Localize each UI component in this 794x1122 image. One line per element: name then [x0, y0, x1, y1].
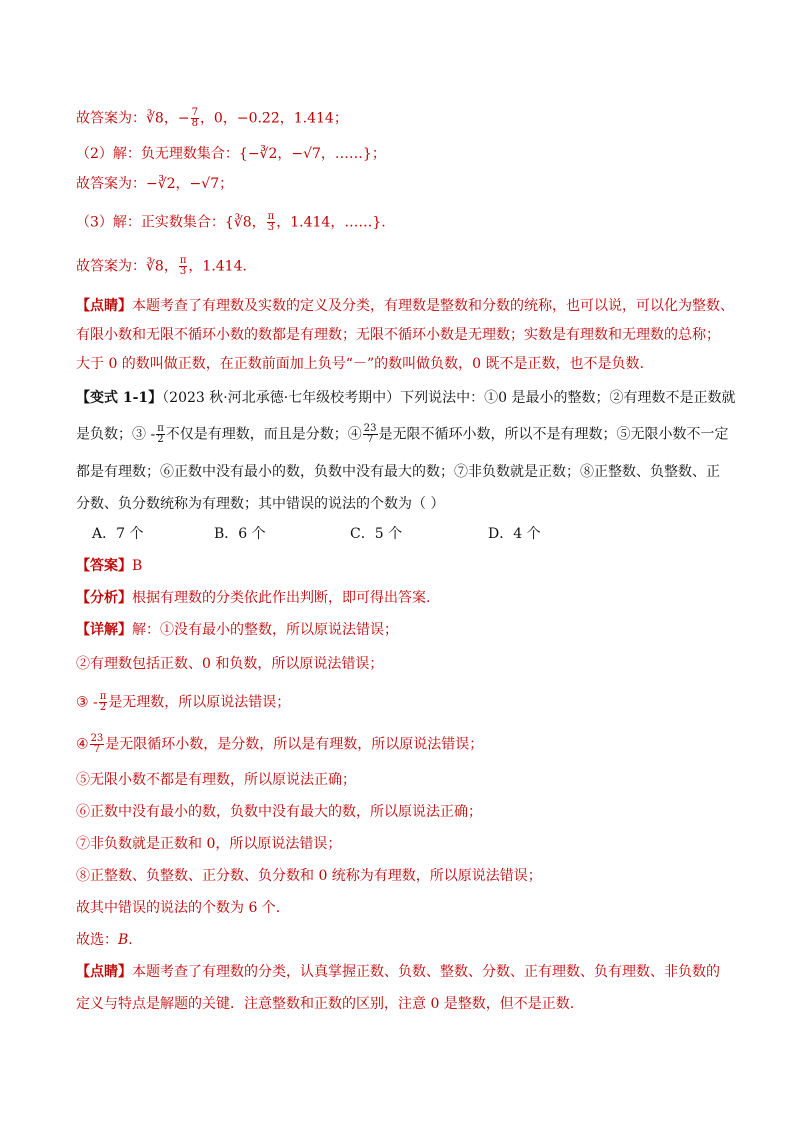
answer-value: B: [132, 558, 143, 574]
fraction-denominator: 2: [157, 434, 164, 445]
dianjing-tag: 【点睛】: [76, 964, 132, 980]
detail-line10: [76, 930, 736, 950]
option-c: C．5 个: [350, 526, 403, 542]
analysis-tag: 【分析】: [76, 590, 132, 606]
fraction-numerator: π: [179, 255, 187, 266]
question-line2: [76, 424, 736, 445]
detail-tag: 【详解】: [76, 622, 132, 638]
fraction-denominator: 8: [191, 118, 198, 129]
answer-rest: ，0，−0.2̇2̇，1.414；: [199, 110, 348, 127]
question-text: （2023 秋·河北承德·七年级校考期中）下列说法中：①0 是最小的整数；②有理数不是正数就: [162, 390, 736, 406]
dianjing1-line2: 有限小数和无限不循环小数的数都是有理数；无限不循环小数是无理数；实数是有理数和无理数的总称；: [76, 327, 720, 343]
part2-line: （2）解：负无理数集合：{−∛2，−√7，……}；: [76, 146, 386, 162]
part2-answer: 故答案为：−∛2，−√7；: [76, 176, 234, 192]
detail-line2: ②有理数包括正数、0 和负数，所以原说法错误；: [76, 656, 384, 672]
fraction-numerator: π: [157, 423, 164, 434]
fraction-pi-3: [267, 212, 276, 233]
minus-sign: −: [177, 110, 190, 127]
fraction-numerator: 23: [90, 733, 104, 744]
detail-line8: ⑧正整数、负整数、正分数、负分数和 0 统称为有理数，所以原说法错误；: [76, 868, 542, 884]
option-b: B．6 个: [214, 526, 266, 542]
part3-answer-suffix: ，1.414.: [188, 258, 247, 275]
fraction-denominator: 2: [99, 702, 107, 713]
fraction-numerator: π: [99, 691, 107, 702]
answer-prefix: 故答案为：: [76, 110, 146, 127]
dianjing-text: 本题考查了有理数的分类，认真掌握正数、负数、整数、分数、正有理数、负有理数、非负数的: [132, 964, 720, 980]
analysis-text: 根据有理数的分类依此作出判断，即可得出答案.: [132, 590, 431, 606]
question-seg-b: 不仅是有理数，而且是分数；④: [165, 426, 362, 443]
fraction-denominator: 7: [366, 434, 374, 445]
analysis-line: [76, 588, 736, 608]
fraction-23-7: [363, 424, 378, 445]
fraction-denominator: 3: [267, 222, 275, 233]
option-a: A．7 个: [92, 526, 144, 542]
question-line1: [76, 388, 736, 408]
detail-seg-a: ③ -: [76, 694, 98, 711]
fraction-pi-2: [156, 424, 165, 445]
fraction-7-8: [191, 108, 199, 129]
dianjing1-line3: 大于 0 的数叫做正数，在正数前面加上负号“－”的数叫做负数，0 既不是正数，也不是负数.: [76, 356, 644, 372]
answer-line-1: [76, 108, 736, 129]
detail-seg-b: 是无限循环小数，是分数，所以是有理数，所以原说法错误；: [105, 736, 484, 753]
detail-text: 解：①没有最小的整数，所以原说法错误；: [132, 622, 398, 638]
dianjing2-line2: 定义与特点是解题的关键．注意整数和正数的区别，注意 0 是整数，但不是正数.: [76, 996, 575, 1012]
answer-tag: 【答案】: [76, 558, 132, 574]
question-line3: 都是有理数；⑥正数中没有最小的数，负数中没有最大的数；⑦非负数就是正数；⑧正整数、负整数、正: [76, 464, 720, 480]
question-seg-a: 是负数；③ -: [76, 426, 156, 443]
separator: ，: [163, 110, 178, 127]
question-tag: 【变式 1-1】: [76, 390, 163, 406]
dianjing2-line1: [76, 962, 736, 982]
detail-line7: ⑦非负数就是正数和 0，所以原说法错误；: [76, 836, 342, 852]
detail-seg-a: ④: [76, 736, 89, 753]
detail-line6: ⑥正数中没有最小的数，负数中没有最大的数，所以原说法正确；: [76, 804, 482, 820]
question-line4: 分数、负分数统称为有理数；其中错误的说法的个数为（ ）: [76, 496, 445, 512]
detail-seg-b: 是无理数，所以原说法错误；: [108, 694, 291, 711]
fraction-denominator: 7: [93, 744, 101, 755]
detail-line3: [76, 692, 736, 713]
fraction-23-7-detail: [90, 734, 105, 755]
part3-line: [76, 212, 736, 233]
choose-period: .: [128, 932, 133, 948]
choose-label: 故选：: [76, 932, 118, 948]
answer-line: [76, 556, 736, 576]
detail-line1: [76, 620, 736, 640]
cube-root-8: ∛8: [146, 110, 164, 127]
detail-line5: ⑤无限小数不都是有理数，所以原说法正确；: [76, 772, 356, 788]
part3-suffix: ，1.414，……}.: [276, 214, 386, 231]
dianjing-text: 本题考查了有理数及实数的定义及分类，有理数是整数和分数的统称，也可以说，可以化为整数、: [132, 298, 734, 314]
part3-prefix: （3）解：正实数集合：{∛8，: [76, 214, 266, 231]
detail-line9: 故其中错误的说法的个数为 6 个.: [76, 900, 281, 916]
fraction-numerator: 23: [363, 423, 377, 434]
option-d: D．4 个: [488, 526, 541, 542]
fraction-pi-3-answer: [179, 256, 188, 277]
fraction-numerator: 7: [191, 107, 198, 118]
fraction-numerator: π: [267, 211, 275, 222]
dianjing1-line1: [76, 296, 736, 316]
choose-value: B: [118, 932, 129, 948]
fraction-denominator: 3: [179, 266, 187, 277]
part3-answer-prefix: 故答案为：∛8，: [76, 258, 178, 275]
question-seg-c: 是无限不循环小数，所以不是有理数；⑤无限小数不一定: [378, 426, 729, 443]
part3-answer: [76, 256, 736, 277]
fraction-pi-2-detail: [99, 692, 108, 713]
dianjing-tag: 【点睛】: [76, 298, 132, 314]
detail-line4: [76, 734, 736, 755]
